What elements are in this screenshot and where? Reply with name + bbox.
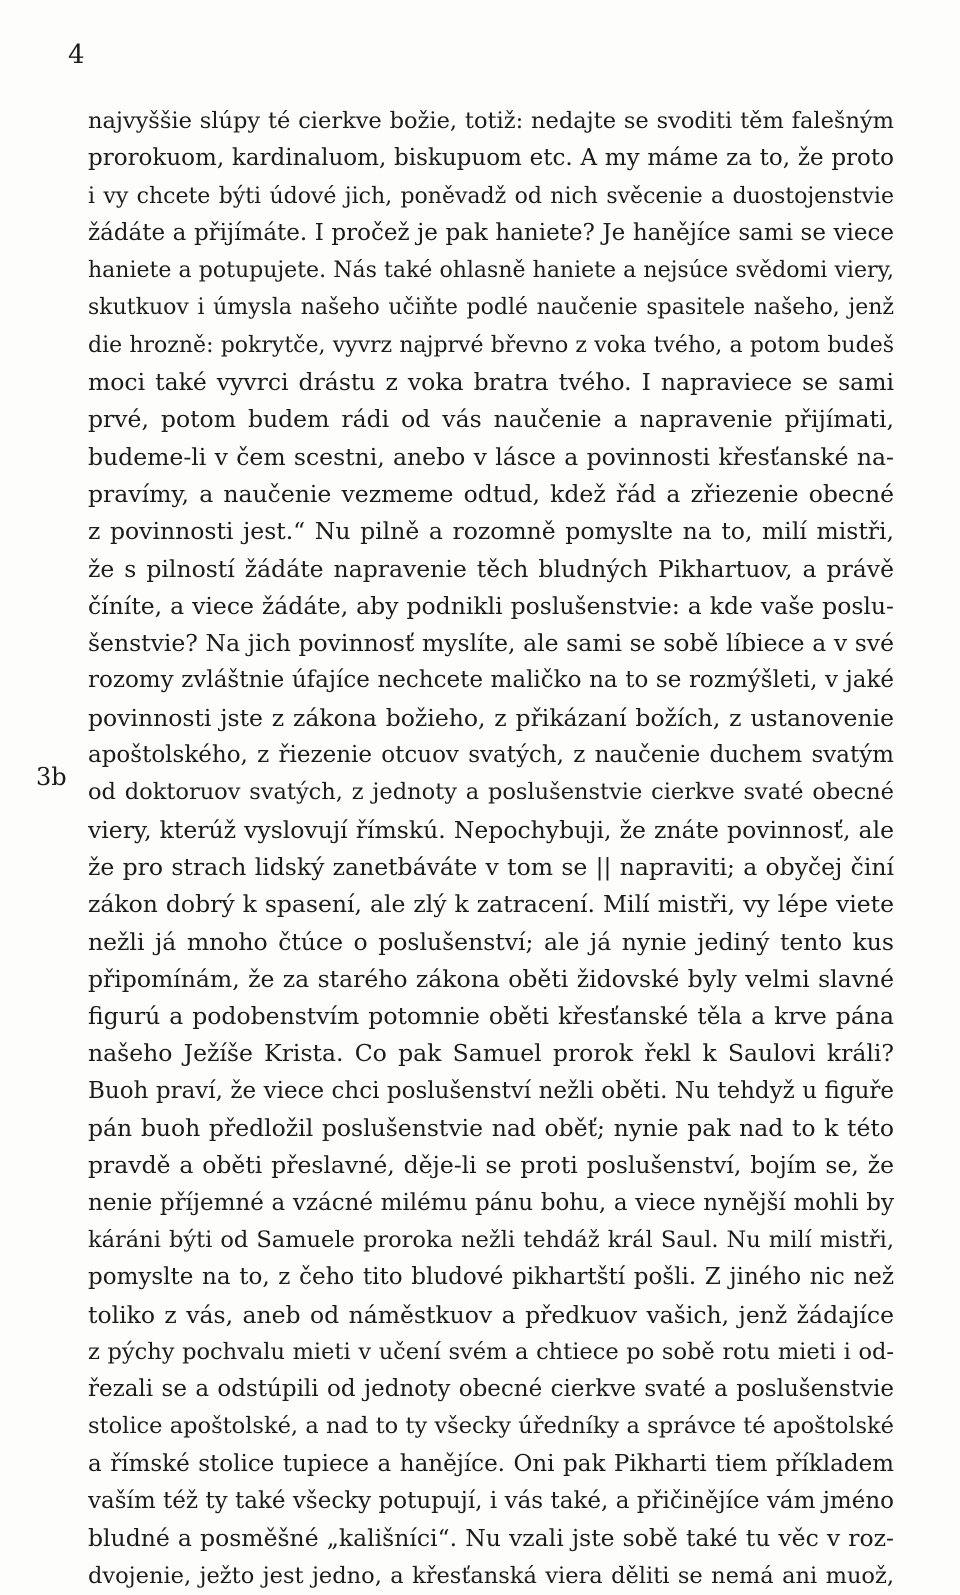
text-line: pravdě a oběti přeslavné, děje-li se proti poslušenství, bojím se, že [88, 1151, 894, 1180]
text-line: z pýchy pochvalu mieti v učení svém a chtiece po sobě rotu mieti i od- [88, 1338, 894, 1365]
text-body [88, 103, 894, 1595]
text-line: toliko z vás, aneb od náměstkuov a předkuov vašich, jenž žádajíce [88, 1300, 894, 1329]
text-line: číníte, a viece žádáte, aby podnikli poslušenstvie: a kde vaše poslu- [88, 591, 894, 620]
text-line: z povinnosti jest.“ Nu pilně a rozomně pomyslte na to, milí mistři, [88, 517, 894, 546]
text-line: stolice apoštolské, a nad to ty všecky úředníky a správce té apoštolské [88, 1413, 894, 1440]
text-line: budeme-li v čem scestni, anebo v lásce a povinnosti křesťanské na- [88, 442, 894, 471]
text-line: bludné a posměšné „kališníci“. Nu vzali jste sobě také tu věc v roz- [88, 1524, 894, 1553]
text-line: rozomy zvláštnie úfajíce nechcete maličko na to se rozmýšleti, v jaké [88, 667, 894, 694]
text-line: pomyslte na to, z čeho tito bludové pikhartští pošli. Z jiného nic než [88, 1264, 894, 1291]
text-line: i vy chcete býti údové jich, poněvadž od nich svěcenie a duostojenstvie [88, 183, 894, 209]
text-line: Buoh praví, že viece chci poslušenství nežli oběti. Nu tehdyž u figuře [88, 1077, 894, 1104]
text-line: prorokuom, kardinaluom, biskupuom etc. A my máme za to, že proto [88, 145, 894, 172]
text-line: figurú a podobenstvím potomnie oběti křesťanské těla a krve pána [88, 1002, 894, 1031]
text-line: a římské stolice tupiece a hanějíce. Oni pak Pikharti tiem příkladem [88, 1450, 894, 1477]
text-line: pravímy, a naučenie vezmeme odtud, kdež řád a zřiezenie obecné [88, 479, 894, 508]
text-line: našeho Ježíše Krista. Co pak Samuel prorok řekl k Saulovi králi? [88, 1039, 894, 1068]
text-line: pán buoh předložil poslušenstvie nad oběť; nynie pak nad to k této [88, 1114, 894, 1143]
text-line: připomínám, že za starého zákona oběti židovské byly velmi slavné [88, 964, 894, 993]
text-line: že s pilností žádáte napravenie těch bludných Pikhartuov, a právě [88, 554, 894, 583]
text-line: zákon dobrý k spasení, ale zlý k zatracení. Milí mistři, vy lépe viete [88, 890, 894, 919]
text-line: apoštolského, z řiezenie otcuov svatých, z naučenie duchem svatým [88, 742, 894, 769]
text-line: dvojenie, ježto jest jedno, a křesťanská viera děliti se nemá ani muož, [88, 1562, 894, 1589]
text-line: povinnosti jste z zákona božieho, z přikázaní božích, z ustanovenie [88, 703, 894, 732]
text-line: že pro strach lidský zanetbáváte v tom se || napraviti; a obyčej činí [88, 852, 894, 881]
text-line: žádáte a přijímáte. I pročež je pak haniete? Je hanějíce sami se viece [88, 219, 894, 246]
text-line: vaším též ty také všecky potupují, i vás také, a přičinějíce vám jméno [88, 1487, 894, 1514]
text-line: od doktoruov svatých, z jednoty a poslušenstvie cierkve svaté obecné [88, 779, 894, 806]
text-line: káráni býti od Samuele proroka nežli tehdáž král Saul. Nu milí mistři, [88, 1226, 894, 1253]
text-line: moci také vyvrci drástu z voka bratra tvého. I napraviece se sami [88, 368, 894, 397]
text-line: šenstvie? Na jich povinnosť myslíte, ale sami se sobě líbiece a v své [88, 629, 894, 658]
text-line: řezali se a odstúpili od jednoty obecné cierkve svaté a poslušenstvie [88, 1376, 894, 1403]
text-line: nenie příjemné a vzácné milému pánu bohu, a viece nynější mohli by [88, 1189, 894, 1216]
text-line: najvyššie slúpy té cierkve božie, totiž: nedajte se svoditi těm falešným [88, 108, 894, 134]
margin-note: 3b [36, 763, 67, 791]
page-number: 4 [68, 40, 85, 70]
text-line: nežli já mnoho čtúce o poslušenství; ale já nynie jediný tento kus [88, 927, 894, 956]
text-line: haniete a potupujete. Nás také ohlasně haniete a nejsúce svědomi viery, [88, 258, 894, 284]
text-line: viery, kterúž vyslovují římskú. Nepochybuji, že znáte povinnosť, ale [88, 815, 894, 844]
text-line: prvé, potom budem rádi od vás naučenie a napravenie přijímati, [88, 405, 894, 434]
text-line: skutkuov i úmysla našeho učiňte podlé naučenie spasitele našeho, jenž [88, 295, 894, 321]
text-line: die hrozně: pokrytče, vyvrz najprvé břevno z voka tvého, a potom budeš [88, 332, 894, 358]
